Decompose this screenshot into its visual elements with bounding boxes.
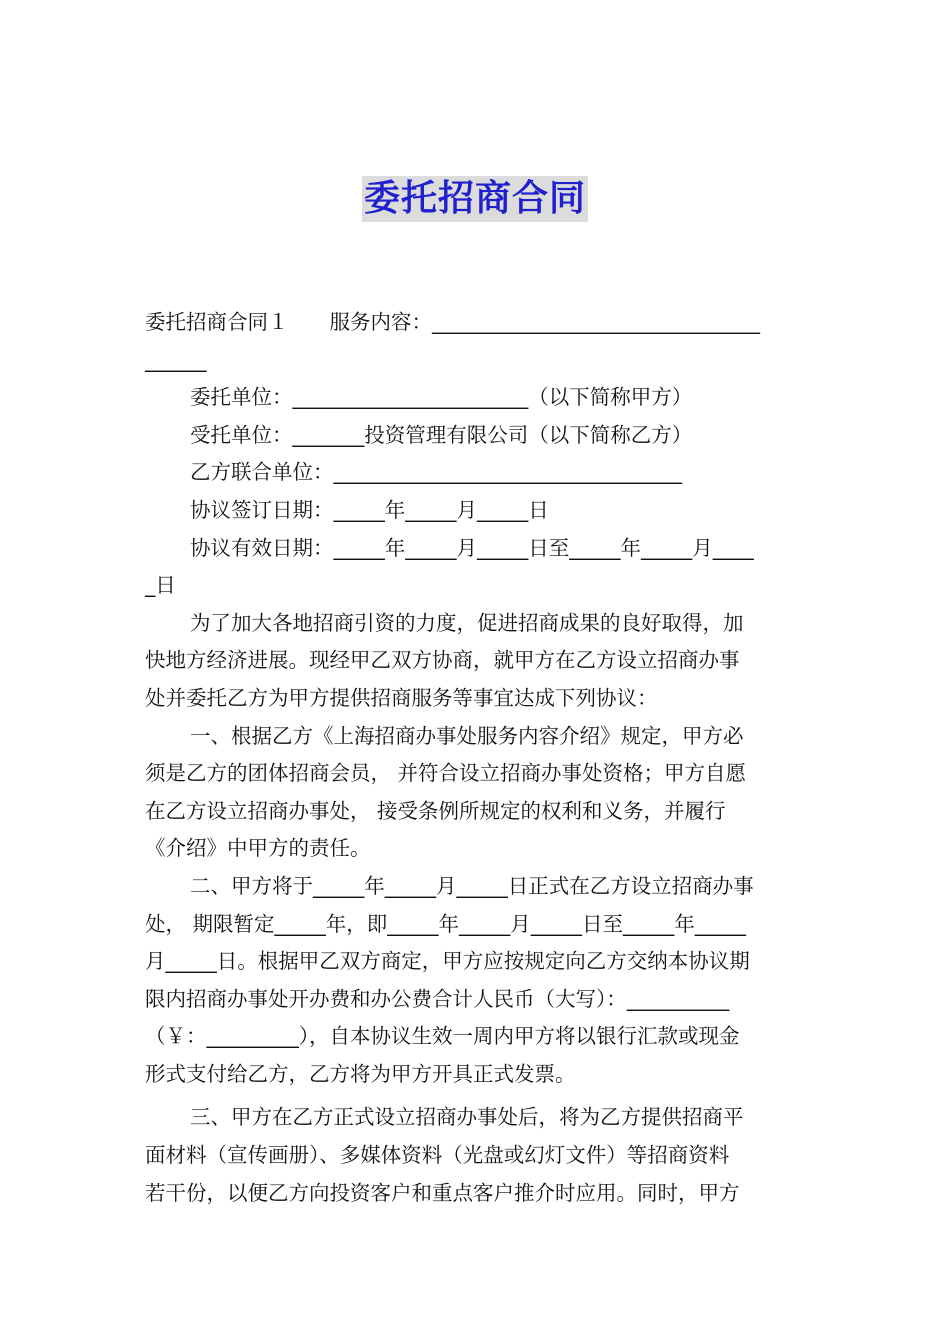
title-wrapper	[0, 176, 950, 222]
header-line-service-cont: ______	[145, 347, 207, 372]
document-title: 委托招商合同	[362, 176, 588, 222]
paragraph-intro-line: 处并委托乙方为甲方提供招商服务等事宜达成下列协议：	[145, 685, 658, 710]
clause-one-line: 一、根据乙方《上海招商办事处服务内容介绍》规定，甲方必	[190, 723, 744, 748]
clause-two-line: （￥：_________），自本协议生效一周内甲方将以银行汇款或现金	[145, 1024, 740, 1049]
paragraph-intro-line: 快地方经济进展。现经甲乙双方协商，就甲方在乙方设立招商办事	[145, 648, 740, 673]
clause-two-line: 限内招商办事处开办费和办公费合计人民币（大写）：__________	[145, 986, 730, 1011]
field-sign-date: 协议签订日期：_____年_____月_____日	[190, 497, 549, 522]
field-entrusting-party: 委托单位：_______________________（以下简称甲方）	[190, 385, 693, 410]
clause-one-line: 在乙方设立招商办事处， 接受条例所规定的权利和义务，并履行	[145, 798, 726, 823]
header-line-service: 委托招商合同１ 服务内容：________________________________	[145, 310, 760, 334]
clause-two-line: 二、甲方将于_____年_____月_____日正式在乙方设立招商办事	[190, 873, 754, 898]
field-joint-unit: 乙方联合单位：__________________________________	[190, 460, 682, 485]
clause-three-line: 三、甲方在乙方正式设立招商办事处后，将为乙方提供招商平	[190, 1105, 744, 1130]
paragraph-intro-line: 为了加大各地招商引资的力度，促进招商成果的良好取得，加	[190, 610, 744, 635]
clause-two-line: 月_____日。根据甲乙双方商定，甲方应按规定向乙方交纳本协议期	[145, 949, 750, 974]
field-entrusted-party: 受托单位：_______投资管理有限公司（以下简称乙方）	[190, 422, 693, 447]
document-body	[145, 304, 810, 1212]
field-valid-date-cont: _日	[145, 573, 176, 598]
field-valid-date: 协议有效日期：_____年_____月_____日至_____年_____月____	[190, 535, 754, 560]
clause-three-line: 若干份，以便乙方向投资客户和重点客户推介时应用。同时，甲方	[145, 1180, 740, 1205]
clause-one-line: 须是乙方的团体招商会员， 并符合设立招商办事处资格；甲方自愿	[145, 761, 747, 786]
clause-one-line: 《介绍》中甲方的责任。	[145, 836, 371, 861]
clause-two-line: 形式支付给乙方，乙方将为甲方开具正式发票。	[145, 1061, 576, 1086]
clause-two-line: 处， 期限暂定_____年，即_____年_____月_____日至_____年_____	[145, 911, 747, 936]
clause-three-line: 面材料（宣传画册）、多媒体资料（光盘或幻灯文件）等招商资料	[145, 1143, 730, 1168]
